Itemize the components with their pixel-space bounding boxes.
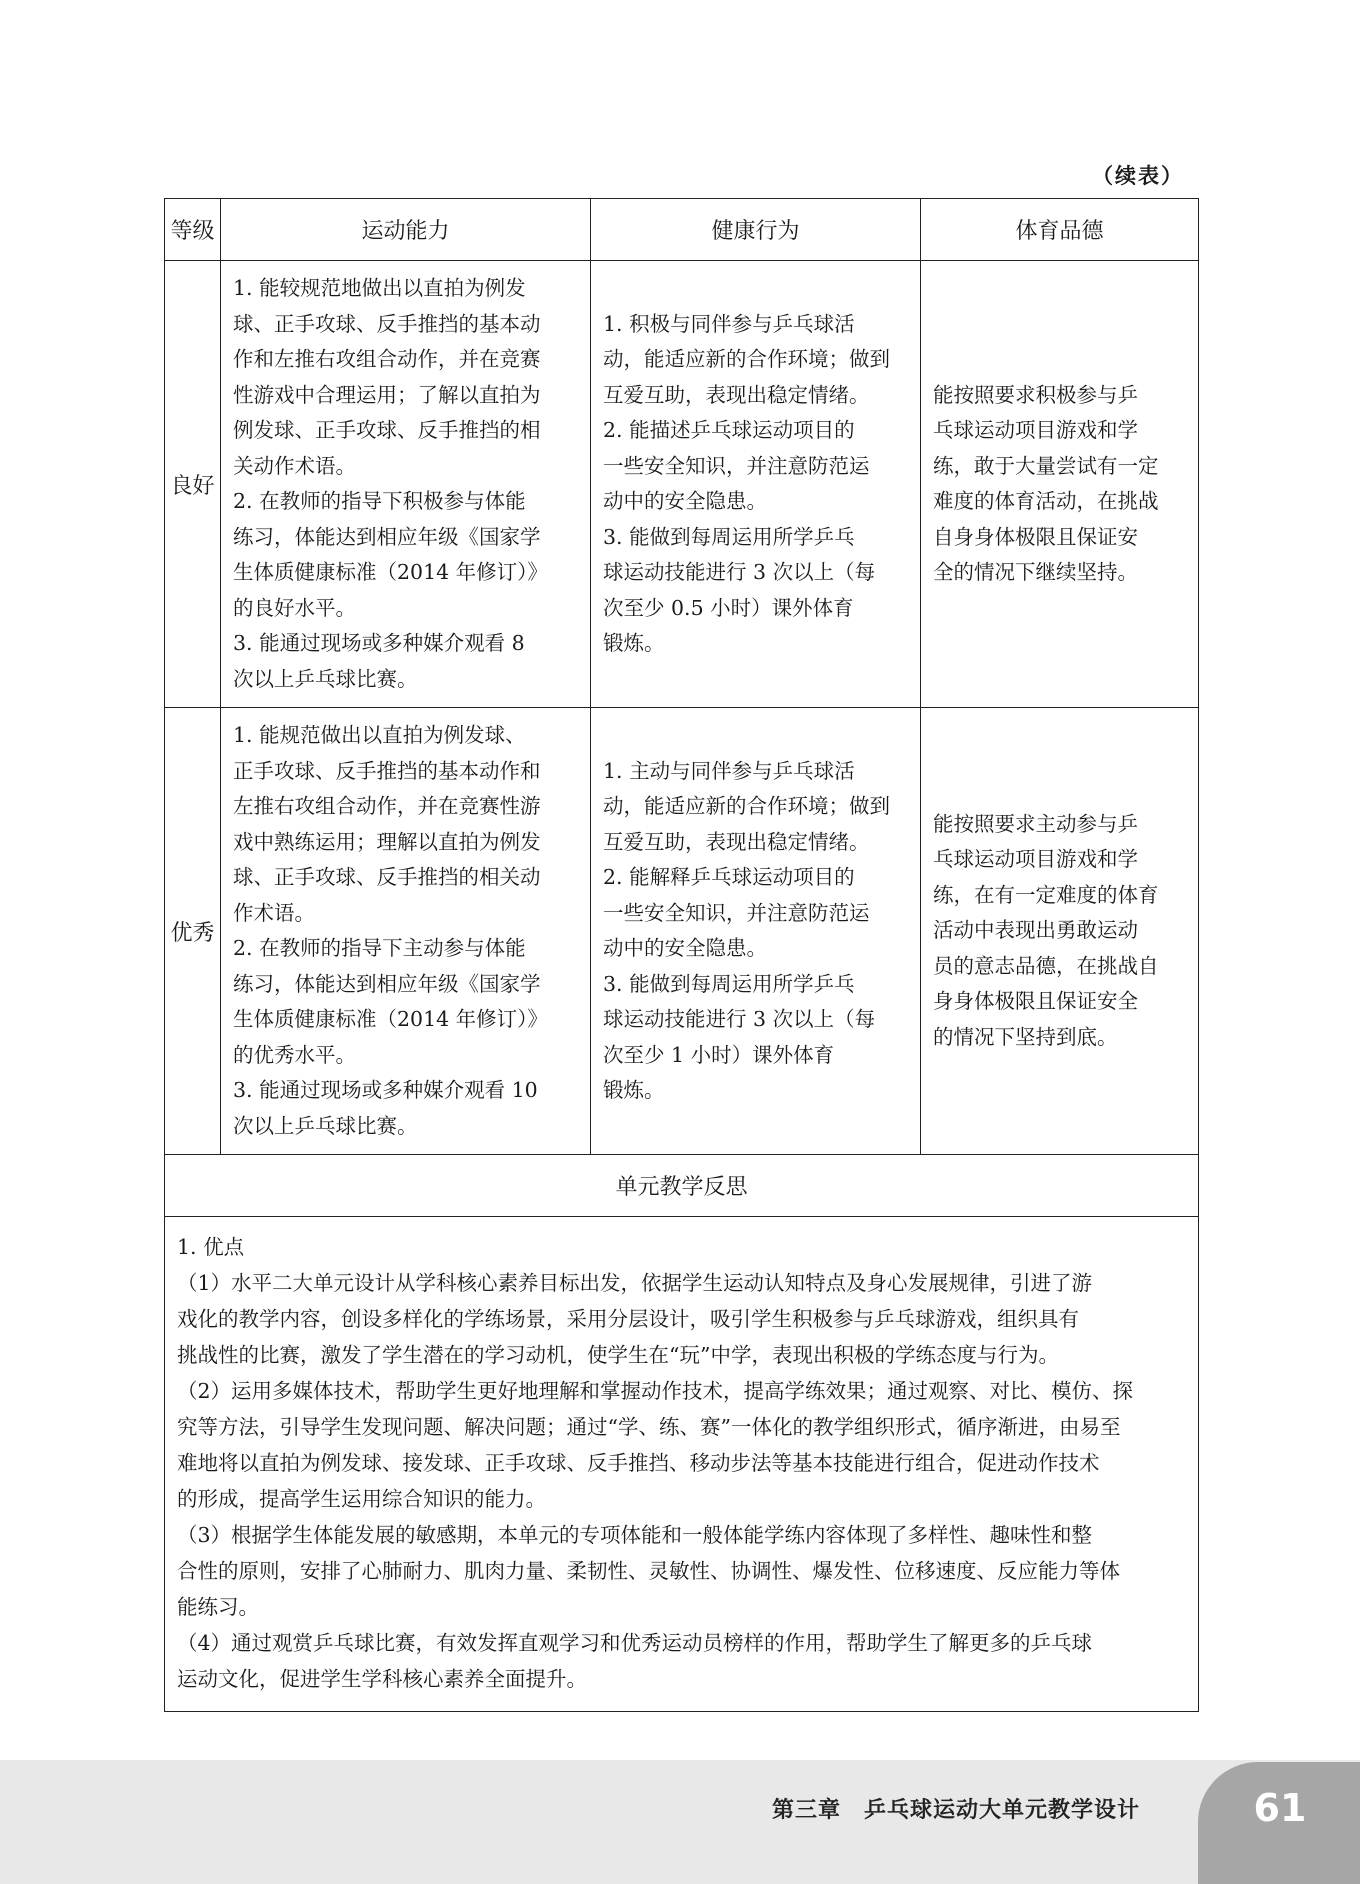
text-line: 2. 在教师的指导下积极参与体能 (233, 489, 526, 513)
text-line: 关动作术语。 (233, 453, 356, 478)
text-line: 左推右攻组合动作，并在竞赛性游 (233, 794, 541, 818)
excellent-ethics-cell (921, 708, 1199, 1155)
grade-excellent: 优秀 (165, 708, 221, 1155)
text-line: 戏中熟练运用；理解以直拍为例发 (233, 829, 541, 854)
text-line: 生体质健康标准（2014 年修订）》 (233, 1007, 548, 1031)
excellent-health-cell (591, 708, 921, 1155)
reflection-line: 挑战性的比赛，激发了学生潜在的学习动机，使学生在“玩”中学，表现出积极的学练态度与行为。 (177, 1343, 1059, 1367)
text-line: 球运动技能进行 3 次以上（每 (603, 560, 876, 584)
excellent-motor-cell (221, 708, 591, 1155)
text-line: 一些安全知识，并注意防范运 (603, 900, 870, 925)
text-line: 球、正手攻球、反手推挡的相关动 (233, 865, 541, 889)
text-line: 锻炼。 (603, 1078, 665, 1102)
page-number: 61 (1253, 1786, 1307, 1830)
text-line: 2. 能解释乒乓球运动项目的 (603, 865, 855, 889)
header-health: 健康行为 (591, 199, 921, 261)
reflection-line: 的形成，提高学生运用综合知识的能力。 (177, 1487, 546, 1511)
page-footer (0, 1760, 1360, 1884)
text-line: 互爱互助，表现出稳定情绪。 (603, 382, 870, 407)
reflection-line: 究等方法，引导学生发现问题、解决问题；通过“学、练、赛”一体化的教学组织形式，循序渐进，由易至 (177, 1415, 1121, 1439)
text-line: 动中的安全隐患。 (603, 489, 767, 513)
text-line: 的优秀水平。 (233, 1042, 356, 1067)
text-line: 员的意志品德，在挑战自 (933, 953, 1159, 978)
reflection-line: 运动文化，促进学生学科核心素养全面提升。 (177, 1667, 587, 1691)
text-line: 练习，体能达到相应年级《国家学 (233, 971, 541, 996)
text-line: 3. 能做到每周运用所学乒乓 (603, 524, 855, 549)
header-ethics: 体育品德 (921, 199, 1199, 261)
text-line: 3. 能通过现场或多种媒介观看 8 (233, 631, 525, 655)
reflection-line: （4）通过观赏乒乓球比赛，有效发挥直观学习和优秀运动员榜样的作用，帮助学生了解更多的乒乓球 (177, 1631, 1093, 1655)
grade-good: 良好 (165, 261, 221, 708)
reflection-line: 能练习。 (177, 1595, 259, 1619)
text-line: 1. 积极与同伴参与乒乓球活 (603, 311, 855, 336)
text-line: 活动中表现出勇敢运动 (933, 918, 1138, 943)
text-line: 性游戏中合理运用；了解以直拍为 (233, 382, 541, 407)
text-line: 身身体极限且保证安全 (933, 989, 1138, 1014)
text-line: 全的情况下继续坚持。 (933, 560, 1138, 584)
reflection-line: 合性的原则，安排了心肺耐力、肌肉力量、柔韧性、灵敏性、协调性、爆发性、位移速度、反应能力等体 (177, 1559, 1120, 1583)
table-row-good (165, 261, 1199, 708)
text-line: 1. 主动与同伴参与乒乓球活 (603, 758, 855, 783)
text-line: 动中的安全隐患。 (603, 936, 767, 960)
table-row-excellent (165, 708, 1199, 1155)
text-line: 作术语。 (233, 900, 315, 925)
chapter-title: 第三章 乒乓球运动大单元教学设计 (771, 1798, 1140, 1823)
reflection-line: （1）水平二大单元设计从学科核心素养目标出发，依据学生运动认知特点及身心发展规律，引进了游 (177, 1271, 1093, 1295)
good-motor-cell (221, 261, 591, 708)
header-grade: 等级 (165, 199, 221, 261)
text-line: 球运动技能进行 3 次以上（每 (603, 1007, 876, 1031)
text-line: 次以上乒乓球比赛。 (233, 666, 418, 691)
text-line: 练，敢于大量尝试有一定 (933, 453, 1159, 478)
reflection-line: （2）运用多媒体技术，帮助学生更好地理解和掌握动作技术，提高学练效果；通过观察、对比、模仿、探 (177, 1379, 1134, 1403)
reflection-line: 戏化的教学内容，创设多样化的学练场景，采用分层设计，吸引学生积极参与乒乓球游戏，组织具有 (177, 1307, 1079, 1331)
text-line: 乓球运动项目游戏和学 (933, 847, 1138, 872)
reflection-line: （3）根据学生体能发展的敏感期，本单元的专项体能和一般体能学练内容体现了多样性、趣味性和整 (177, 1523, 1093, 1547)
reflection-title-row (165, 1155, 1199, 1217)
text-line: 能按照要求积极参与乒 (933, 382, 1138, 407)
text-line: 例发球、正手攻球、反手推挡的相 (233, 418, 541, 442)
continued-label: （续表） (1092, 164, 1184, 188)
text-line: 自身身体极限且保证安 (933, 524, 1138, 549)
evaluation-table (164, 198, 1199, 1712)
reflection-line: 1. 优点 (177, 1235, 245, 1259)
text-line: 锻炼。 (603, 631, 665, 655)
text-line: 练习，体能达到相应年级《国家学 (233, 524, 541, 549)
reflection-row (165, 1217, 1199, 1712)
text-line: 动，能适应新的合作环境；做到 (603, 347, 890, 371)
reflection-body (165, 1217, 1199, 1712)
text-line: 难度的体育活动，在挑战 (933, 489, 1159, 513)
text-line: 球、正手攻球、反手推挡的基本动 (233, 311, 541, 336)
text-line: 次至少 0.5 小时）课外体育 (603, 595, 854, 620)
good-health-cell (591, 261, 921, 708)
text-line: 的情况下坚持到底。 (933, 1024, 1118, 1049)
reflection-title: 单元教学反思 (165, 1155, 1199, 1217)
reflection-line: 难地将以直拍为例发球、接发球、正手攻球、反手推挡、移动步法等基本技能进行组合，促进动作技术 (177, 1451, 1100, 1475)
text-line: 动，能适应新的合作环境；做到 (603, 794, 890, 818)
good-ethics-cell (921, 261, 1199, 708)
text-line: 3. 能通过现场或多种媒介观看 10 (233, 1078, 538, 1102)
text-line: 的良好水平。 (233, 595, 356, 620)
text-line: 次至少 1 小时）课外体育 (603, 1042, 835, 1067)
text-line: 正手攻球、反手推挡的基本动作和 (233, 758, 541, 783)
text-line: 练，在有一定难度的体育 (933, 882, 1159, 907)
text-line: 生体质健康标准（2014 年修订）》 (233, 560, 548, 584)
text-line: 1. 能规范做出以直拍为例发球、 (233, 723, 526, 747)
table-header-row (165, 199, 1199, 261)
text-line: 1. 能较规范地做出以直拍为例发 (233, 276, 526, 300)
text-line: 2. 在教师的指导下主动参与体能 (233, 936, 526, 960)
text-line: 互爱互助，表现出稳定情绪。 (603, 829, 870, 854)
header-motor: 运动能力 (221, 199, 591, 261)
text-line: 次以上乒乓球比赛。 (233, 1113, 418, 1138)
text-line: 乓球运动项目游戏和学 (933, 418, 1138, 442)
text-line: 3. 能做到每周运用所学乒乓 (603, 971, 855, 996)
text-line: 能按照要求主动参与乒 (933, 811, 1138, 836)
text-line: 2. 能描述乒乓球运动项目的 (603, 418, 855, 442)
text-line: 一些安全知识，并注意防范运 (603, 453, 870, 478)
text-line: 作和左推右攻组合动作，并在竞赛 (233, 347, 541, 371)
